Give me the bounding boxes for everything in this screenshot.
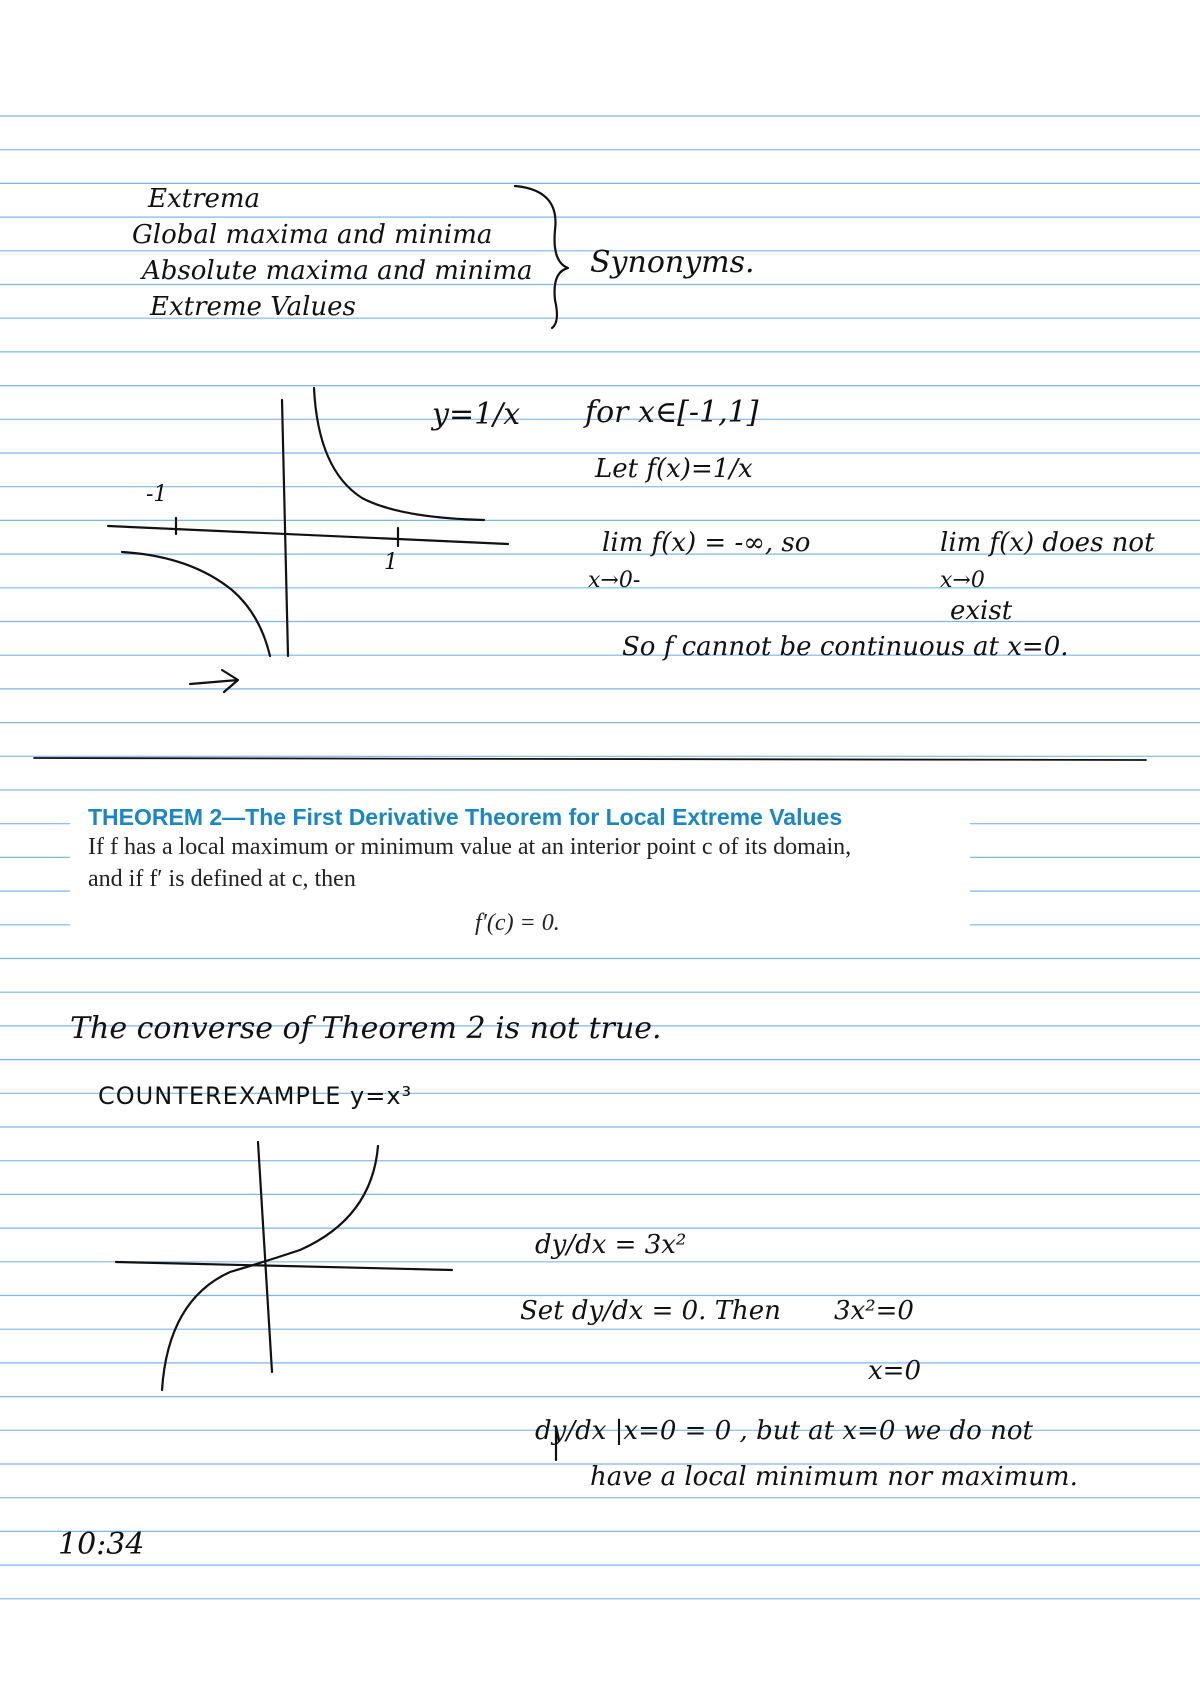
counterexample-heading: COUNTEREXAMPLE y=x³ (98, 1082, 413, 1110)
eval-continuation: have a local minimum nor maximum. (590, 1462, 1078, 1492)
converse-text: The converse of Theorem 2 is not true. (70, 1011, 662, 1046)
graph1-curve-right (314, 388, 484, 520)
timestamp: 10:34 (58, 1527, 145, 1562)
then-equation: 3x²=0 (834, 1296, 914, 1326)
graph2-x-axis (116, 1262, 452, 1270)
note-global: Global maxima and minima (132, 220, 493, 250)
note-extreme-values: Extreme Values (150, 292, 356, 322)
graph2-y-axis (258, 1142, 272, 1372)
note-absolute: Absolute maxima and minima (142, 256, 533, 286)
let-text: Let f(x)=1/x (595, 454, 753, 484)
graph-label-reciprocal: y=1/x (432, 397, 521, 432)
graph1-curve-left (122, 552, 270, 656)
brace (515, 186, 568, 328)
conclusion-text: So f cannot be continuous at x=0. (622, 632, 1069, 662)
section-divider (34, 758, 1146, 760)
tick-label-pos: 1 (384, 550, 398, 575)
exist-text: exist (950, 596, 1013, 626)
tick-label-neg: -1 (146, 482, 168, 507)
note-extrema: Extrema (148, 184, 261, 214)
limit-left-sub: x→0- (588, 568, 641, 593)
limit-both-sub: x→0 (940, 568, 985, 593)
solution-text: x=0 (868, 1356, 921, 1386)
theorem-equation: f′(c) = 0. (475, 910, 560, 936)
set-text: Set dy/dx = 0. Then (520, 1296, 781, 1326)
derivative-text: dy/dx = 3x² (535, 1230, 687, 1260)
note-synonyms: Synonyms. (590, 245, 755, 280)
limit-left: lim f(x) = -∞, so (602, 528, 811, 558)
theorem-title: THEOREM 2—The First Derivative Theorem for Local Extreme Values (88, 804, 843, 830)
domain-text: for x∈[-1,1] (585, 395, 759, 430)
graph1-x-axis (108, 526, 508, 544)
limit-both: lim f(x) does not (940, 528, 1155, 558)
theorem-line-2: and if f′ is defined at c, then (88, 866, 356, 892)
graph1-y-axis (282, 400, 288, 656)
theorem-line-1: If f has a local maximum or minimum value at an interior point c of its domain, (88, 834, 852, 860)
eval-text: dy/dx |x=0 = 0 , but at x=0 we do not (535, 1416, 1033, 1446)
theorem-box (70, 800, 970, 950)
graph1-arrow (190, 670, 238, 692)
